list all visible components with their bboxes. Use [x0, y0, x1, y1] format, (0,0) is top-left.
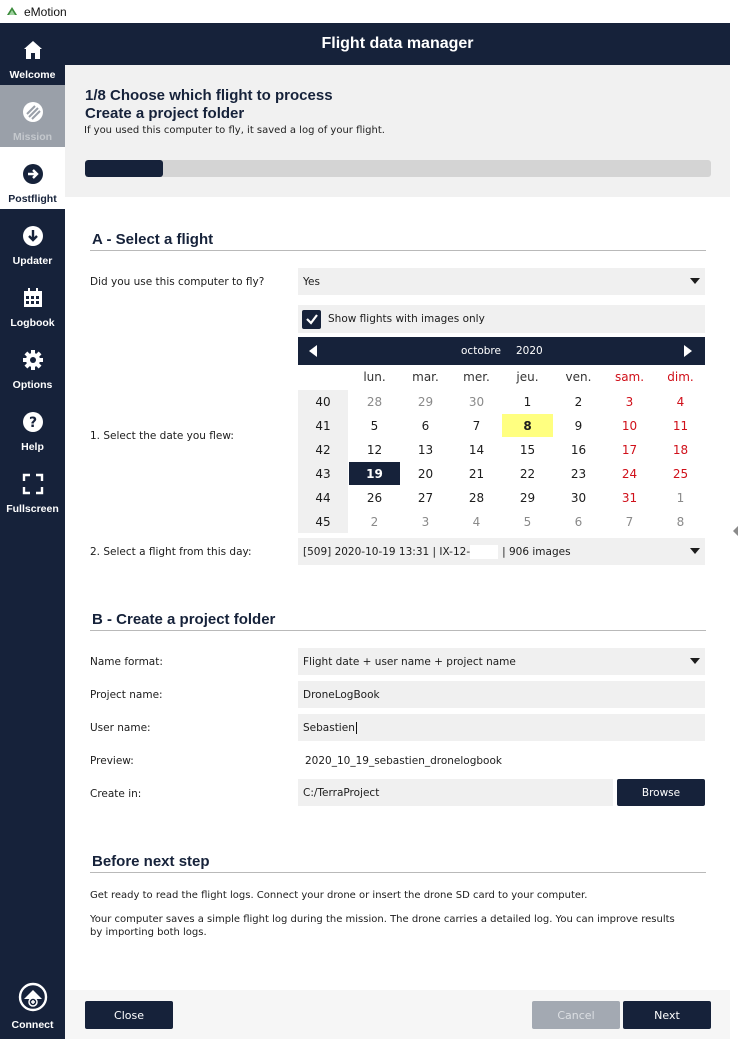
- gear-icon: [21, 348, 45, 372]
- sidebar-item-label: Welcome: [9, 69, 56, 81]
- date-label: 1. Select the date you flew:: [90, 430, 234, 442]
- create-in-input[interactable]: [298, 779, 613, 806]
- calendar-day[interactable]: 23: [570, 466, 587, 481]
- section-b-divider: [90, 630, 706, 631]
- week-number: 43: [315, 466, 331, 481]
- calendar-day[interactable]: 13: [417, 442, 434, 457]
- user-name-value: Sebastien: [303, 721, 355, 734]
- calendar-day[interactable]: 14: [468, 442, 485, 457]
- close-button[interactable]: Close: [85, 1001, 173, 1029]
- week-number: 44: [315, 490, 331, 505]
- week-number: 41: [315, 418, 331, 433]
- calendar-day[interactable]: 29: [519, 490, 536, 505]
- week-number: 40: [315, 394, 331, 409]
- calendar-day[interactable]: 16: [570, 442, 587, 457]
- name-format-dropdown[interactable]: [298, 648, 705, 675]
- before-next-title: Before next step: [92, 853, 210, 870]
- section-a-title: A - Select a flight: [92, 231, 214, 248]
- calendar-day[interactable]: 1: [523, 394, 532, 409]
- sidebar-item-options[interactable]: [0, 333, 65, 395]
- project-name-input[interactable]: [298, 681, 705, 708]
- step-title-line2: Create a project folder: [85, 105, 245, 122]
- used-computer-value: Yes: [303, 275, 320, 288]
- calendar-day[interactable]: 5: [523, 514, 532, 529]
- calendar-year[interactable]: 2020: [516, 345, 543, 357]
- week-number: 45: [315, 514, 331, 529]
- weekday-header: dim.: [667, 370, 694, 384]
- sidebar-item-logbook[interactable]: [0, 271, 65, 333]
- collapse-panel-icon[interactable]: [733, 526, 738, 536]
- calendar-day[interactable]: 19: [349, 462, 400, 485]
- calendar-next-month-icon[interactable]: [684, 345, 692, 357]
- calendar-icon: [21, 286, 45, 310]
- preview-value: 2020_10_19_sebastien_dronelogbook: [305, 755, 502, 767]
- sidebar-item-label: Fullscreen: [6, 503, 59, 515]
- weekday-header: mar.: [412, 370, 439, 384]
- checkmark-icon: [302, 310, 321, 329]
- page-header: [65, 23, 730, 65]
- calendar-day[interactable]: 30: [570, 490, 587, 505]
- calendar-day[interactable]: 22: [519, 466, 536, 481]
- page-title: Flight data manager: [321, 35, 474, 52]
- calendar-day[interactable]: 17: [621, 442, 638, 457]
- chevron-down-icon: [690, 658, 700, 664]
- before-next-divider: [90, 872, 706, 873]
- calendar-day[interactable]: 28: [468, 490, 485, 505]
- calendar-day[interactable]: 12: [366, 442, 383, 457]
- sidebar-item-label: Help: [21, 441, 44, 453]
- calendar-day[interactable]: 24: [621, 466, 638, 481]
- user-name-input[interactable]: [298, 714, 705, 741]
- calendar-day[interactable]: 15: [519, 442, 536, 457]
- calendar-day[interactable]: 25: [672, 466, 689, 481]
- weekday-header: mer.: [463, 370, 490, 384]
- section-a-divider: [90, 250, 706, 251]
- calendar-day[interactable]: 6: [421, 418, 430, 433]
- calendar-day[interactable]: 8: [502, 414, 553, 437]
- calendar-header: [298, 337, 705, 365]
- sidebar-item-label: Mission: [12, 131, 53, 143]
- sidebar-item-fullscreen[interactable]: [0, 457, 65, 519]
- calendar-day[interactable]: 7: [472, 418, 481, 433]
- window-titlebar: [0, 0, 742, 23]
- name-format-value: Flight date + user name + project name: [303, 655, 516, 668]
- browse-button[interactable]: Browse: [617, 779, 705, 806]
- week-number: 42: [315, 442, 331, 457]
- chevron-down-icon: [690, 278, 700, 284]
- step-title-line1: 1/8 Choose which flight to process: [85, 87, 333, 104]
- step-progress-fill: [85, 160, 163, 177]
- sidebar-item-label: Postflight: [8, 193, 57, 205]
- create-in-value: C:/TerraProject: [303, 786, 380, 799]
- weekday-header: sam.: [614, 370, 645, 384]
- sidebar: [0, 23, 65, 1039]
- step-panel: [65, 65, 730, 197]
- emotion-logo-icon: [6, 6, 18, 18]
- calendar-day[interactable]: 21: [468, 466, 485, 481]
- name-format-label: Name format:: [90, 656, 163, 668]
- used-computer-dropdown[interactable]: [298, 268, 705, 295]
- calendar-day[interactable]: 31: [621, 490, 638, 505]
- connect-label: Connect: [11, 1019, 54, 1031]
- calendar-day[interactable]: 1: [676, 490, 685, 505]
- sidebar-item-connect[interactable]: [0, 973, 65, 1035]
- create-in-label: Create in:: [90, 788, 142, 800]
- step-subtitle: If you used this computer to fly, it saved a log of your flight.: [84, 125, 385, 136]
- help-icon: [21, 410, 45, 434]
- show-images-only-checkbox[interactable]: [298, 305, 705, 333]
- calendar-day[interactable]: 11: [672, 418, 689, 433]
- sidebar-item-postflight[interactable]: [0, 147, 65, 209]
- svg-text:?: ?: [28, 415, 37, 431]
- cancel-button[interactable]: Cancel: [532, 1001, 620, 1029]
- connect-drone-icon: [18, 982, 48, 1012]
- sidebar-item-welcome[interactable]: [0, 23, 65, 85]
- preview-label: Preview:: [90, 755, 134, 767]
- calendar-day[interactable]: 3: [421, 514, 430, 529]
- flight-dropdown[interactable]: [298, 538, 705, 565]
- before-next-para1: Get ready to read the flight logs. Connect your drone or insert the drone SD card to your computer.: [90, 890, 588, 901]
- calendar-day[interactable]: 9: [574, 418, 583, 433]
- weekday-header: lun.: [363, 370, 386, 384]
- project-name-value: DroneLogBook: [303, 688, 380, 701]
- calendar-day[interactable]: 7: [625, 514, 634, 529]
- calendar-month[interactable]: octobre: [461, 345, 501, 357]
- sidebar-item-mission[interactable]: [0, 85, 65, 147]
- weekday-header: jeu.: [516, 370, 539, 384]
- calendar-day[interactable]: 27: [417, 490, 434, 505]
- calendar-day[interactable]: 4: [676, 394, 685, 409]
- calendar-day[interactable]: 18: [672, 442, 689, 457]
- step-title: [85, 87, 333, 123]
- flight-value-prefix: [509] 2020-10-19 13:31 | IX-12-: [303, 545, 471, 558]
- calendar-day[interactable]: 6: [574, 514, 583, 529]
- sidebar-item-help[interactable]: [0, 395, 65, 457]
- show-images-only-label: Show flights with images only: [328, 313, 485, 325]
- redacted-serial: [470, 545, 498, 559]
- calendar-day[interactable]: 3: [625, 394, 634, 409]
- sidebar-item-updater[interactable]: [0, 209, 65, 271]
- flight-label: 2. Select a flight from this day:: [90, 546, 252, 558]
- calendar-day[interactable]: 30: [468, 394, 485, 409]
- calendar-day[interactable]: 2: [574, 394, 583, 409]
- used-computer-label: Did you use this computer to fly?: [90, 276, 265, 288]
- fullscreen-icon: [21, 472, 45, 496]
- text-cursor: [356, 722, 357, 734]
- calendar-day[interactable]: 29: [417, 394, 434, 409]
- updater-icon: [21, 224, 45, 248]
- chevron-down-icon: [690, 548, 700, 554]
- step-progress-bar: [85, 160, 711, 177]
- window-title: eMotion: [24, 4, 67, 19]
- section-b-title: B - Create a project folder: [92, 611, 276, 628]
- sidebar-item-label: Updater: [12, 255, 53, 267]
- calendar-day[interactable]: 10: [621, 418, 638, 433]
- user-name-label: User name:: [90, 722, 151, 734]
- calendar-day[interactable]: 8: [676, 514, 685, 529]
- footer-bar: [65, 990, 730, 1039]
- calendar-day[interactable]: 2: [370, 514, 379, 529]
- postflight-icon: [21, 162, 45, 186]
- calendar-prev-month-icon[interactable]: [309, 345, 317, 357]
- sidebar-item-label: Logbook: [10, 317, 55, 329]
- mission-icon: [21, 100, 45, 124]
- home-icon: [21, 38, 45, 62]
- project-name-label: Project name:: [90, 689, 163, 701]
- calendar-day[interactable]: 5: [370, 418, 379, 433]
- weekday-header: ven.: [565, 370, 592, 384]
- flight-value-suffix: | 906 images: [502, 545, 571, 558]
- calendar-day[interactable]: 4: [472, 514, 481, 529]
- calendar-day[interactable]: 20: [417, 466, 434, 481]
- sidebar-item-label: Options: [12, 379, 53, 391]
- before-next-para2: Your computer saves a simple flight log during the mission. The drone carries a detailed log. You can improve results by importing both logs.: [90, 914, 675, 938]
- calendar-day[interactable]: 28: [366, 394, 383, 409]
- calendar-day[interactable]: 26: [366, 490, 383, 505]
- next-button[interactable]: Next: [623, 1001, 711, 1029]
